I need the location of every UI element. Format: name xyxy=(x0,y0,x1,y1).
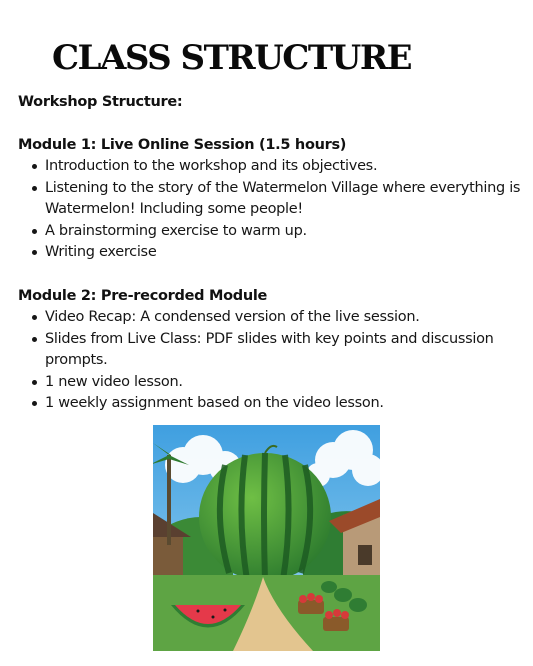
list-item: Slides from Live Class: PDF slides with key points and discussion prompts. xyxy=(45,329,523,372)
watermelon-village-illustration xyxy=(153,425,380,651)
list-item: 1 new video lesson. xyxy=(45,372,523,394)
module-2-list xyxy=(18,307,523,415)
class-structure-content xyxy=(18,92,523,415)
list-item: Introduction to the workshop and its objectives. xyxy=(45,156,523,178)
module-1-list xyxy=(18,156,523,264)
workshop-heading: Workshop Structure: xyxy=(18,94,183,110)
list-item: Listening to the story of the Watermelon Village where everything is Watermelon! Including some people! xyxy=(45,178,523,221)
module-2-heading: Module 2: Pre-recorded Module xyxy=(18,287,268,304)
list-item: Writing exercise xyxy=(45,242,523,264)
list-item: Video Recap: A condensed version of the live session. xyxy=(45,307,523,329)
module-1-heading: Module 1: Live Online Session (1.5 hours) xyxy=(18,137,347,153)
page-title: CLASS STRUCTURE xyxy=(52,38,411,78)
list-item: 1 weekly assignment based on the video lesson. xyxy=(45,393,523,415)
list-item: A brainstorming exercise to warm up. xyxy=(45,221,523,243)
